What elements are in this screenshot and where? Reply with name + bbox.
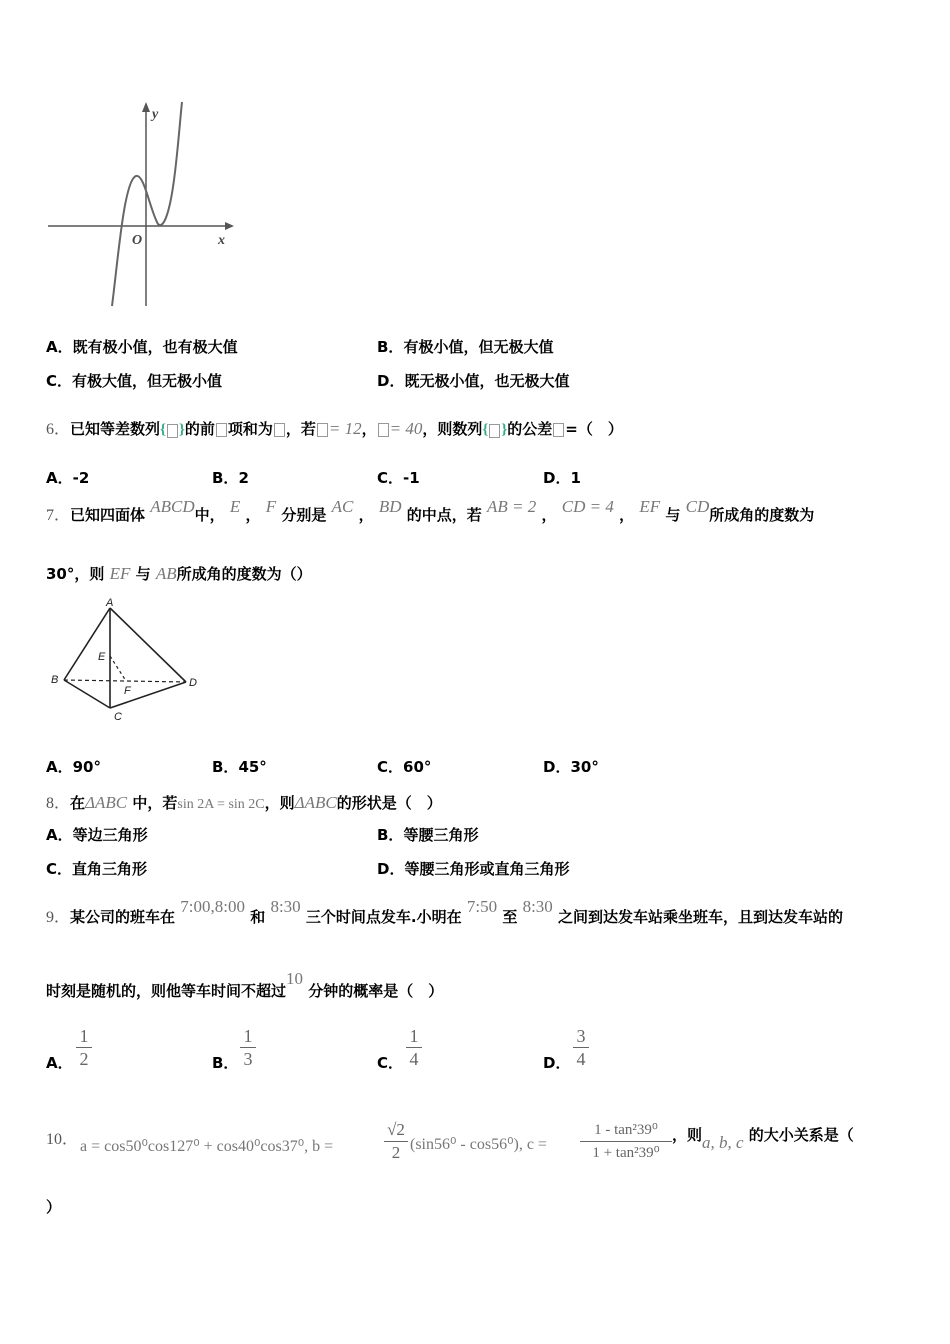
vertex-b-label: B — [51, 674, 59, 686]
q8-option-b[interactable]: B．等腰三角形 — [377, 826, 479, 844]
graph-label-x: x — [218, 233, 225, 248]
graph-label-y: y — [152, 107, 159, 122]
cubic-function-graph — [44, 100, 250, 308]
q5-option-b[interactable]: B．有极小值，但无极大值 — [377, 338, 554, 356]
q10-a-expression: a = cos50⁰cos127⁰ + cos40⁰cos37⁰, b = — [80, 1138, 334, 1155]
q9-stem-line2: 时刻是随机的，则他等车时间不超过10 分钟的概率是（ ） — [46, 969, 444, 1000]
q6-stem: 6．已知等差数列{ }的前 项和为 ，若 = 12， = 40，则数列{ }的公差 =（ ） — [46, 419, 623, 438]
q10-stem-end: ，则a, b, c 的大小关系是（ — [672, 1126, 854, 1152]
q9-option-b-fraction: 1 3 — [240, 1026, 256, 1069]
q5-option-d[interactable]: D．既无极小值，也无极大值 — [377, 372, 570, 390]
q9-option-c-fraction: 1 4 — [406, 1026, 422, 1069]
vertex-a-label: A — [106, 597, 114, 609]
q9-stem-line1: 9．某公司的班车在 7:00,8:00 和 8:30 三个时间点发车.小明在 7:50 至 8:30 之间到达发车站乘坐班车，且到达发车站的 — [46, 897, 844, 926]
q8-option-d[interactable]: D．等腰三角形或直角三角形 — [377, 860, 570, 878]
q6-option-a[interactable]: A．-2 — [46, 469, 90, 487]
q10-b-fraction: √2 2 — [384, 1120, 408, 1163]
q7-option-a[interactable]: A．90° — [46, 758, 101, 776]
graph-label-origin: O — [132, 233, 143, 248]
q5-option-a[interactable]: A．既有极小值，也有极大值 — [46, 338, 238, 356]
q10-number: 10． — [46, 1131, 79, 1148]
vertex-c-label: C — [114, 711, 122, 723]
edge-ab — [64, 608, 110, 680]
q7-option-d[interactable]: D．30° — [543, 758, 599, 776]
point-e-label: E — [98, 651, 106, 663]
point-f-label: F — [124, 685, 131, 697]
q7-option-b[interactable]: B．45° — [212, 758, 267, 776]
edge-bd-dashed — [64, 680, 186, 682]
q5-option-c[interactable]: C．有极大值，但无极小值 — [46, 372, 223, 390]
q6-option-b[interactable]: B．2 — [212, 469, 249, 487]
q7-stem-line1: 7．已知四面体 ABCD中， E ， F 分别是 AC ， BD 的中点，若 AB = 2 ， CD = 4 ， EF 与 CD所成角的度数为 — [46, 497, 815, 524]
q9-option-d-fraction: 3 4 — [573, 1026, 589, 1069]
edge-bc — [64, 680, 110, 708]
q9-option-b-letter[interactable]: B． — [212, 1054, 239, 1072]
y-axis-arrow — [142, 102, 150, 112]
q6-option-d[interactable]: D．1 — [543, 469, 581, 487]
q9-option-a-letter[interactable]: A． — [46, 1054, 73, 1072]
q8-option-c[interactable]: C．直角三角形 — [46, 860, 148, 878]
segment-ef-dashed — [110, 656, 126, 681]
q10-stem-line2: ） — [46, 1198, 62, 1216]
q8-stem: 8．在ΔABC 中，若sin 2A = sin 2C，则ΔABC的形状是（ ） — [46, 793, 442, 812]
x-axis-arrow — [225, 222, 234, 230]
q7-option-c[interactable]: C．60° — [377, 758, 432, 776]
q10-c-fraction: 1 - tan²39⁰ 1 + tan²39⁰ — [580, 1120, 672, 1163]
edge-cd — [110, 682, 186, 708]
q10-b-paren: (sin56⁰ - cos56⁰), c = — [410, 1136, 547, 1153]
q9-option-a-fraction: 1 2 — [76, 1026, 92, 1069]
q9-option-d-letter[interactable]: D． — [543, 1054, 571, 1072]
function-curve — [112, 102, 182, 306]
vertex-d-label: D — [189, 677, 197, 689]
edge-ad — [110, 608, 186, 682]
q6-option-c[interactable]: C．-1 — [377, 469, 420, 487]
q8-option-a[interactable]: A．等边三角形 — [46, 826, 148, 844]
q9-option-c-letter[interactable]: C． — [377, 1054, 404, 1072]
tetrahedron-figure — [46, 596, 206, 724]
q7-stem-line2: 30°，则 EF 与 AB所成角的度数为（） — [46, 564, 312, 583]
